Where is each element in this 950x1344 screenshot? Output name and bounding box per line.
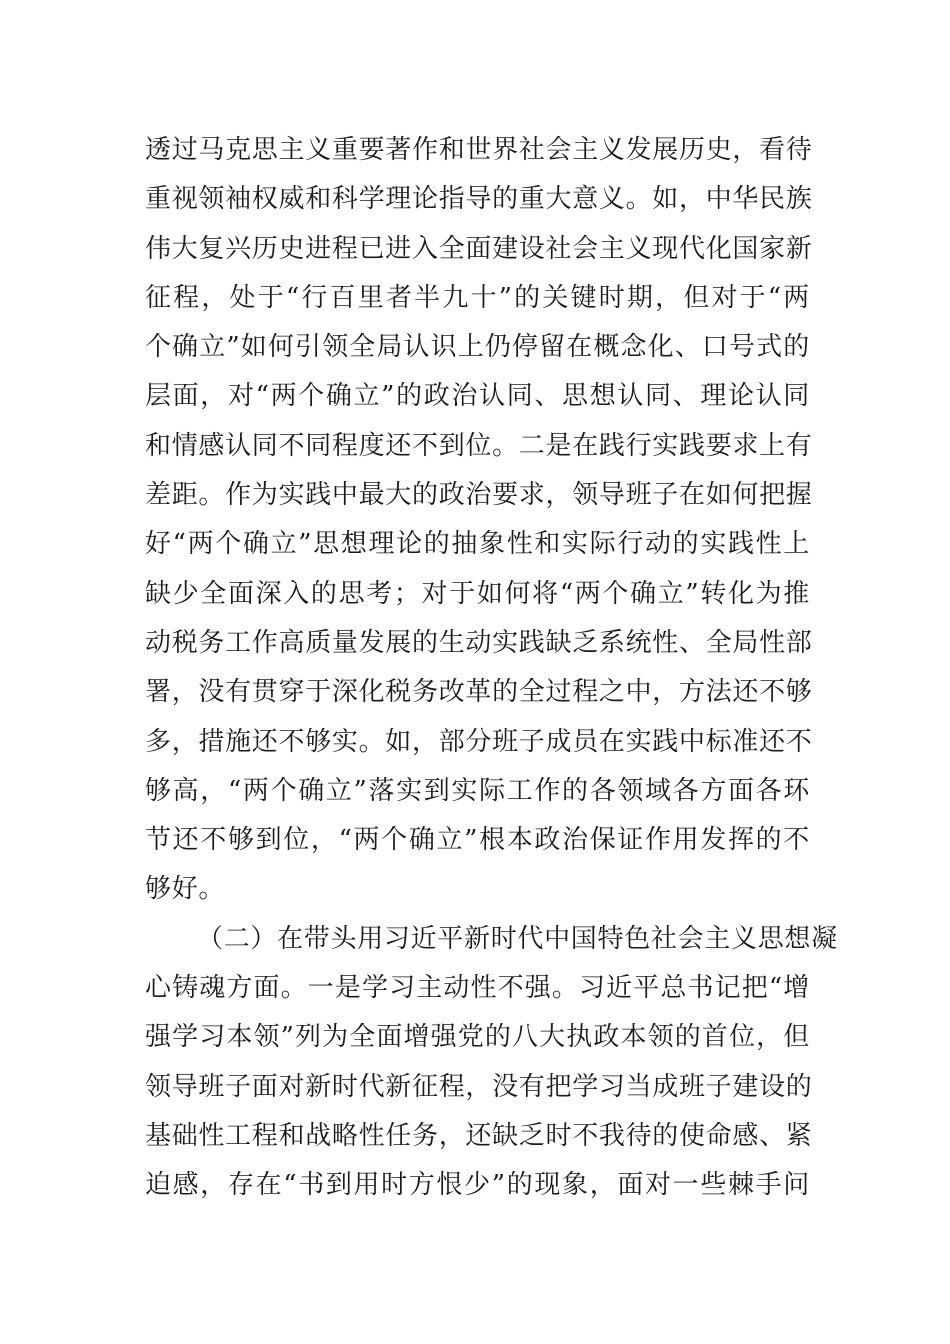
text-line: 层面，对“两个确立”的政治认同、思想认同、理论认同 <box>145 381 810 412</box>
text-line: 够高，“两个确立”落实到实际工作的各领域各方面各环 <box>145 775 810 806</box>
text-line: 缺少全面深入的思考；对于如何将“两个确立”转化为推 <box>145 578 810 609</box>
text-line: 好“两个确立”思想理论的抽象性和实际行动的实践性上 <box>145 529 810 560</box>
text-line: 署，没有贯穿于深化税务改革的全过程之中，方法还不够 <box>145 677 813 708</box>
text-line: 个确立”如何引领全局认识上仍停留在概念化、口号式的 <box>145 332 810 363</box>
text-line: 征程，处于“行百里者半九十”的关键时期，但对于“两 <box>145 282 810 313</box>
text-line: 心铸魂方面。一是学习主动性不强。习近平总书记把“增 <box>145 973 810 1004</box>
text-line: 基础性工程和战略性任务，还缺乏时不我待的使命感、紧 <box>145 1120 813 1151</box>
text-line: 节还不够到位，“两个确立”根本政治保证作用发挥的不 <box>145 825 810 856</box>
text-line: 差距。作为实践中最大的政治要求，领导班子在如何把握 <box>145 480 813 511</box>
text-line: 和情感认同不同程度还不到位。二是在践行实践要求上有 <box>145 430 813 461</box>
text-line: 够好。 <box>145 874 226 905</box>
body-text <box>145 126 838 1211</box>
text-line: 迫感，存在“书到用时方恨少”的现象，面对一些棘手问 <box>145 1170 810 1201</box>
text-line: 重视领袖权威和科学理论指导的重大意义。如，中华民族 <box>145 184 813 215</box>
text-line: 领导班子面对新时代新征程，没有把学习当成班子建设的 <box>145 1071 813 1102</box>
text-line: 动税务工作高质量发展的生动实践缺乏系统性、全局性部 <box>145 627 813 658</box>
text-line: 强学习本领”列为全面增强党的八大执政本领的首位，但 <box>145 1022 810 1053</box>
text-line: 伟大复兴历史进程已进入全面建设社会主义现代化国家新 <box>145 233 813 264</box>
section-heading-line: （二）在带头用习近平新时代中国特色社会主义思想凝 <box>197 923 838 954</box>
text-line: 多，措施还不够实。如，部分班子成员在实践中标准还不 <box>145 726 813 757</box>
text-line: 透过马克思主义重要著作和世界社会主义发展历史，看待 <box>145 135 813 165</box>
